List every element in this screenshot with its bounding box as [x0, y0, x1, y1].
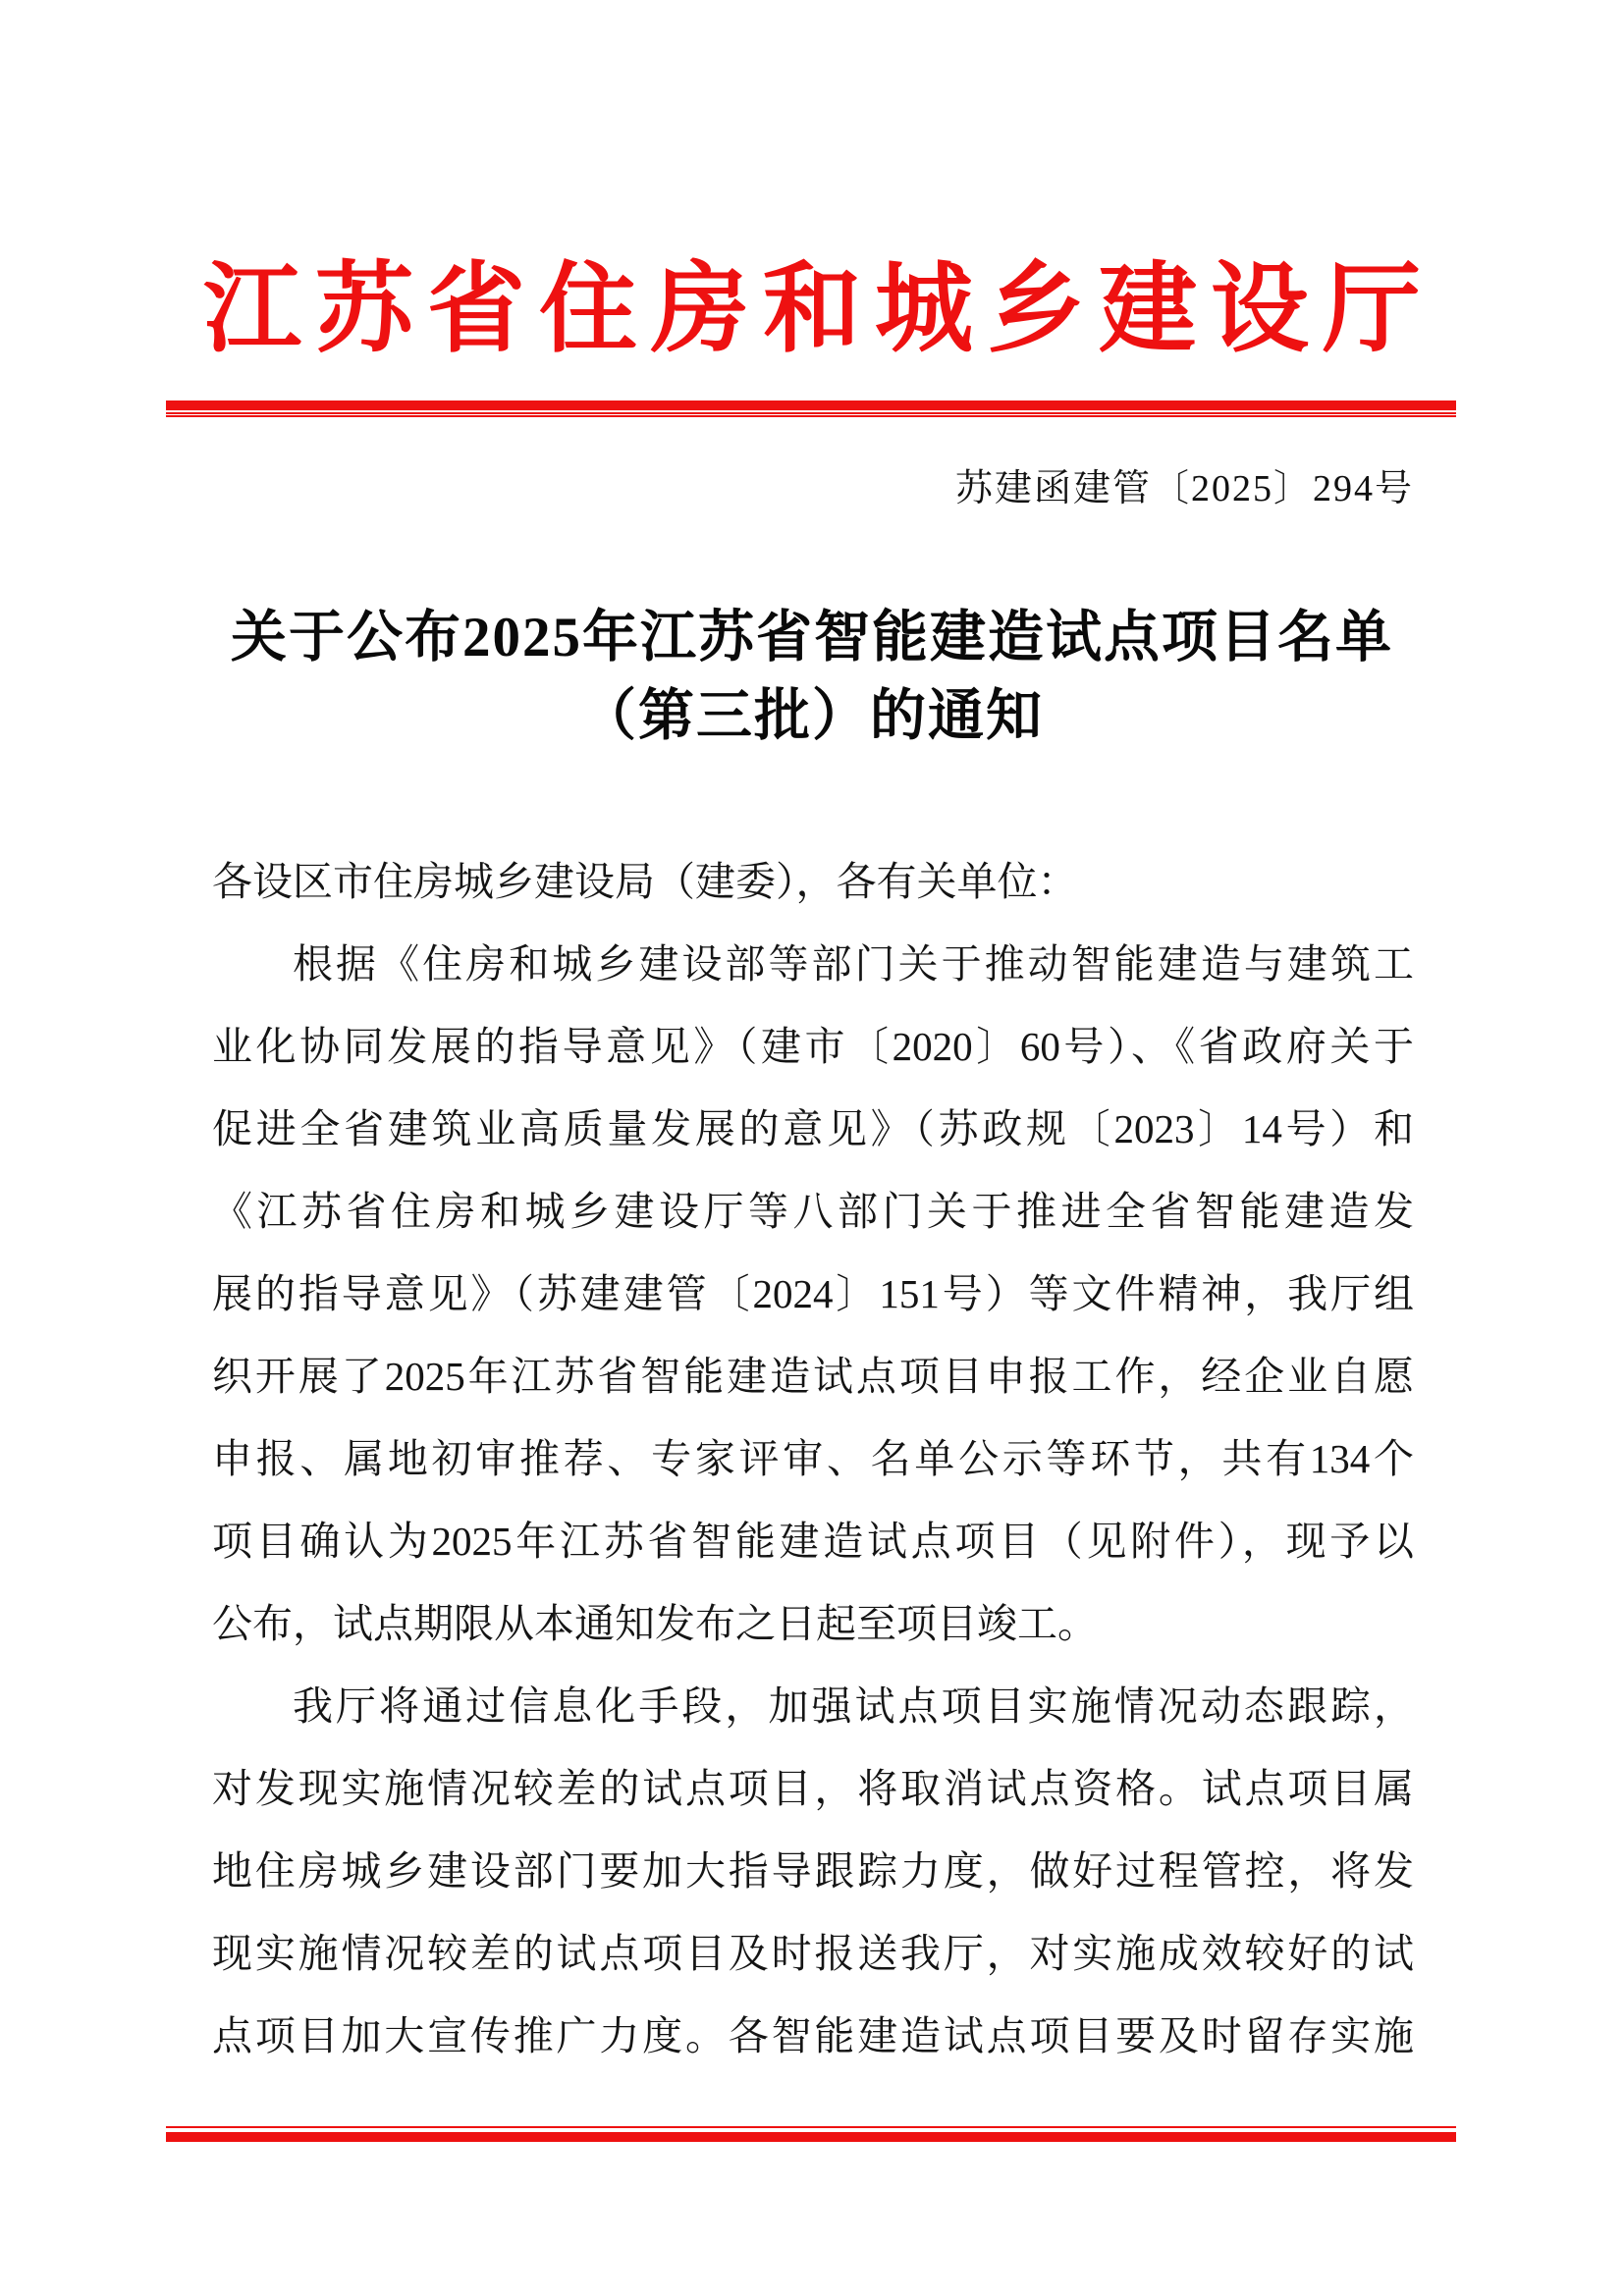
red-rule-bottom-thick-bar — [166, 2132, 1456, 2142]
document-title-line-1: 关于公布2025年江苏省智能建造试点项目名单 — [231, 607, 1393, 668]
body-text — [212, 840, 1414, 2077]
body-line: 我厅将通过信息化手段，加强试点项目实施情况动态跟踪， — [293, 1683, 1414, 1729]
agency-masthead: 江苏省住房和城乡建设厅 — [203, 255, 1435, 364]
body-line: 《江苏省住房和城乡建设厅等八部门关于推进全省智能建造发 — [212, 1189, 1414, 1234]
body-line: 项目确认为2025年江苏省智能建造试点项目（见附件），现予以 — [212, 1519, 1414, 1564]
body-line: 根据《住房和城乡建设部等部门关于推动智能建造与建筑工 — [293, 941, 1414, 987]
red-rule-top-thin-bar-2 — [166, 415, 1456, 417]
red-rule-bottom — [166, 2126, 1456, 2142]
body-line: 公布，试点期限从本通知发布之日起至项目竣工。 — [212, 1601, 1098, 1646]
document-title-line-2: （第三批）的通知 — [580, 685, 1044, 747]
body-line: 点项目加大宣传推广力度。各智能建造试点项目要及时留存实施 — [212, 2013, 1414, 2058]
body-line: 现实施情况较差的试点项目及时报送我厅，对实施成效较好的试 — [212, 1931, 1414, 1976]
document-number: 苏建函建管〔2025〕294号 — [954, 468, 1414, 509]
body-line: 业化协同发展的指导意见》（建市〔2020〕60号）、《省政府关于 — [212, 1024, 1414, 1069]
body-line: 对发现实施情况较差的试点项目，将取消试点资格。试点项目属 — [212, 1766, 1414, 1811]
red-rule-top-thick-bar — [166, 400, 1456, 410]
body-line: 织开展了2025年江苏省智能建造试点项目申报工作，经企业自愿 — [212, 1354, 1414, 1399]
red-rule-top — [166, 400, 1456, 417]
body-line: 申报、属地初审推荐、专家评审、名单公示等环节，共有134个 — [212, 1436, 1414, 1481]
body-line: 展的指导意见》（苏建建管〔2024〕151号）等文件精神，我厅组 — [212, 1271, 1414, 1316]
document-title — [0, 599, 1624, 756]
body-line: 各设区市住房城乡建设局（建委），各有关单位： — [212, 859, 1078, 904]
body-line: 促进全省建筑业高质量发展的意见》（苏政规〔2023〕14号）和 — [212, 1106, 1414, 1151]
body-line: 地住房城乡建设部门要加大指导跟踪力度，做好过程管控，将发 — [212, 1848, 1414, 1894]
